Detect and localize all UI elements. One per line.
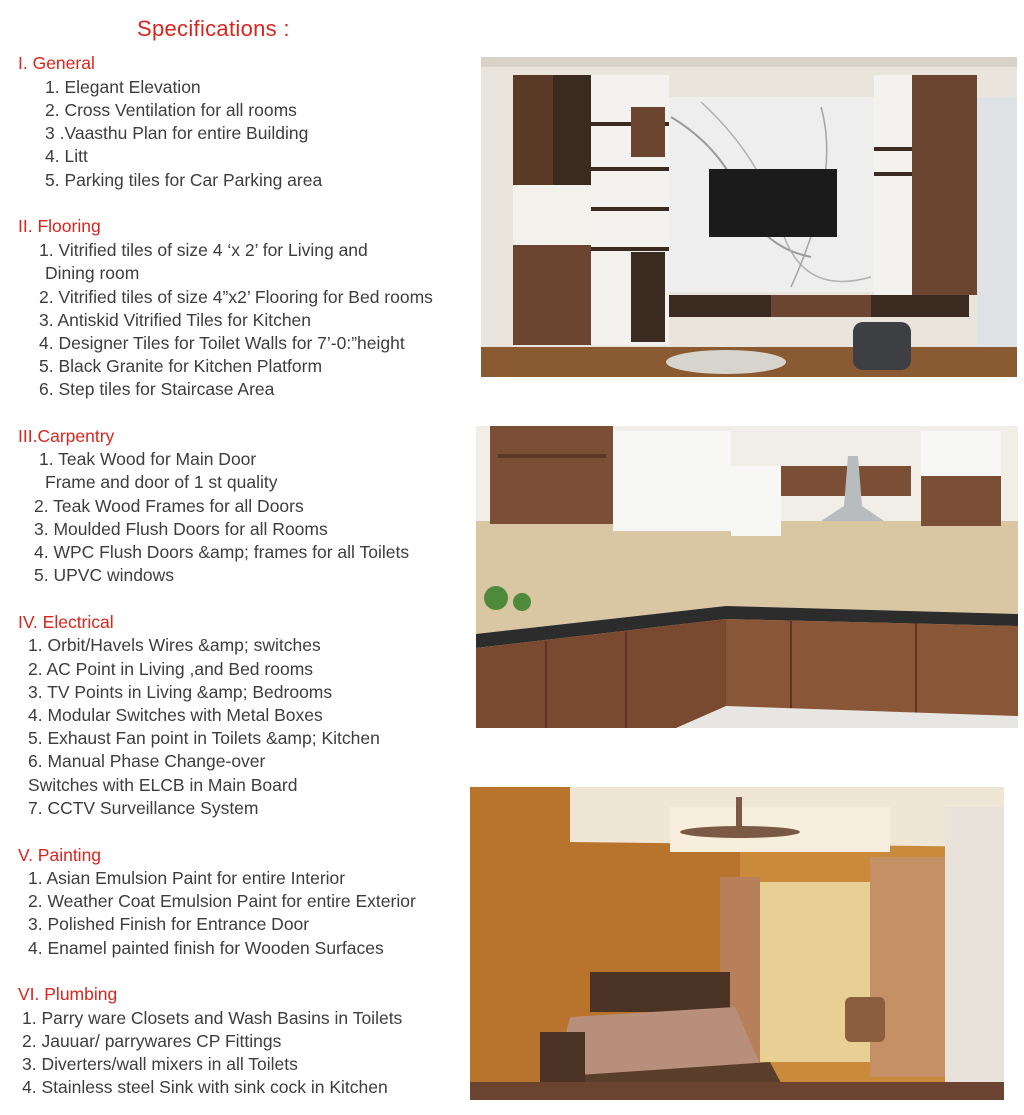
modular-kitchen-photo [476,426,1018,728]
list-item: 3. Diverters/wall mixers in all Toilets [22,1054,298,1074]
list-item: 4. Designer Tiles for Toilet Walls for 7’-0:”height [39,333,405,353]
list-item: 5. Black Granite for Kitchen Platform [39,356,323,376]
list-item: Switches with ELCB in Main Board [28,775,298,795]
section-heading-flooring: II. Flooring [18,216,101,236]
list-item: 4. Stainless steel Sink with sink cock in Kitchen [22,1077,388,1097]
list-item: 7. CCTV Surveillance System [28,798,259,818]
list-item: 3. Antiskid Vitrified Tiles for Kitchen [39,310,312,330]
list-item: 1. Orbit/Havels Wires &amp; switches [28,635,321,655]
list-item: 5. Parking tiles for Car Parking area [45,170,323,190]
list-item: 2. Cross Ventilation for all rooms [45,100,297,120]
section-heading-plumbing: VI. Plumbing [18,984,118,1004]
section-heading-carpentry: III.Carpentry [18,426,115,446]
list-item: 3. Moulded Flush Doors for all Rooms [34,519,328,539]
section-heading-electrical: IV. Electrical [18,612,114,632]
list-item: 4. Enamel painted finish for Wooden Surfaces [28,938,384,958]
list-item: 5. Exhaust Fan point in Toilets &amp; Kitchen [28,728,380,748]
section-heading-general: I. General [18,53,95,73]
list-item: 2. Weather Coat Emulsion Paint for entire Exterior [28,891,416,911]
bedroom-photo [470,787,1004,1100]
list-item: 2. Jauuar/ parrywares CP Fittings [22,1031,282,1051]
list-item: Frame and door of 1 st quality [45,472,278,492]
list-item: 4. WPC Flush Doors &amp; frames for all Toilets [34,542,410,562]
list-item: 3 .Vaasthu Plan for entire Building [45,123,309,143]
living-room-tv-unit-photo [481,57,1017,377]
list-item: 1. Teak Wood for Main Door [39,449,257,469]
list-item: 1. Asian Emulsion Paint for entire Interior [28,868,346,888]
section-heading-painting: V. Painting [18,845,102,865]
list-item: 1. Parry ware Closets and Wash Basins in Toilets [22,1008,403,1028]
list-item: Dining room [45,263,140,283]
page-title: Specifications : [137,16,290,41]
list-item: 3. TV Points in Living &amp; Bedrooms [28,682,333,702]
list-item: 4. Litt [45,146,88,166]
list-item: 6. Manual Phase Change-over [28,751,266,771]
list-item: 1. Vitrified tiles of size 4 ‘x 2’ for Living and [39,240,368,260]
list-item: 5. UPVC windows [34,565,175,585]
list-item: 2. Vitrified tiles of size 4”x2’ Flooring for Bed rooms [39,287,433,307]
list-item: 4. Modular Switches with Metal Boxes [28,705,323,725]
list-item: 2. Teak Wood Frames for all Doors [34,496,304,516]
list-item: 1. Elegant Elevation [45,77,201,97]
list-item: 3. Polished Finish for Entrance Door [28,914,310,934]
list-item: 2. AC Point in Living ,and Bed rooms [28,659,314,679]
list-item: 6. Step tiles for Staircase Area [39,379,275,399]
